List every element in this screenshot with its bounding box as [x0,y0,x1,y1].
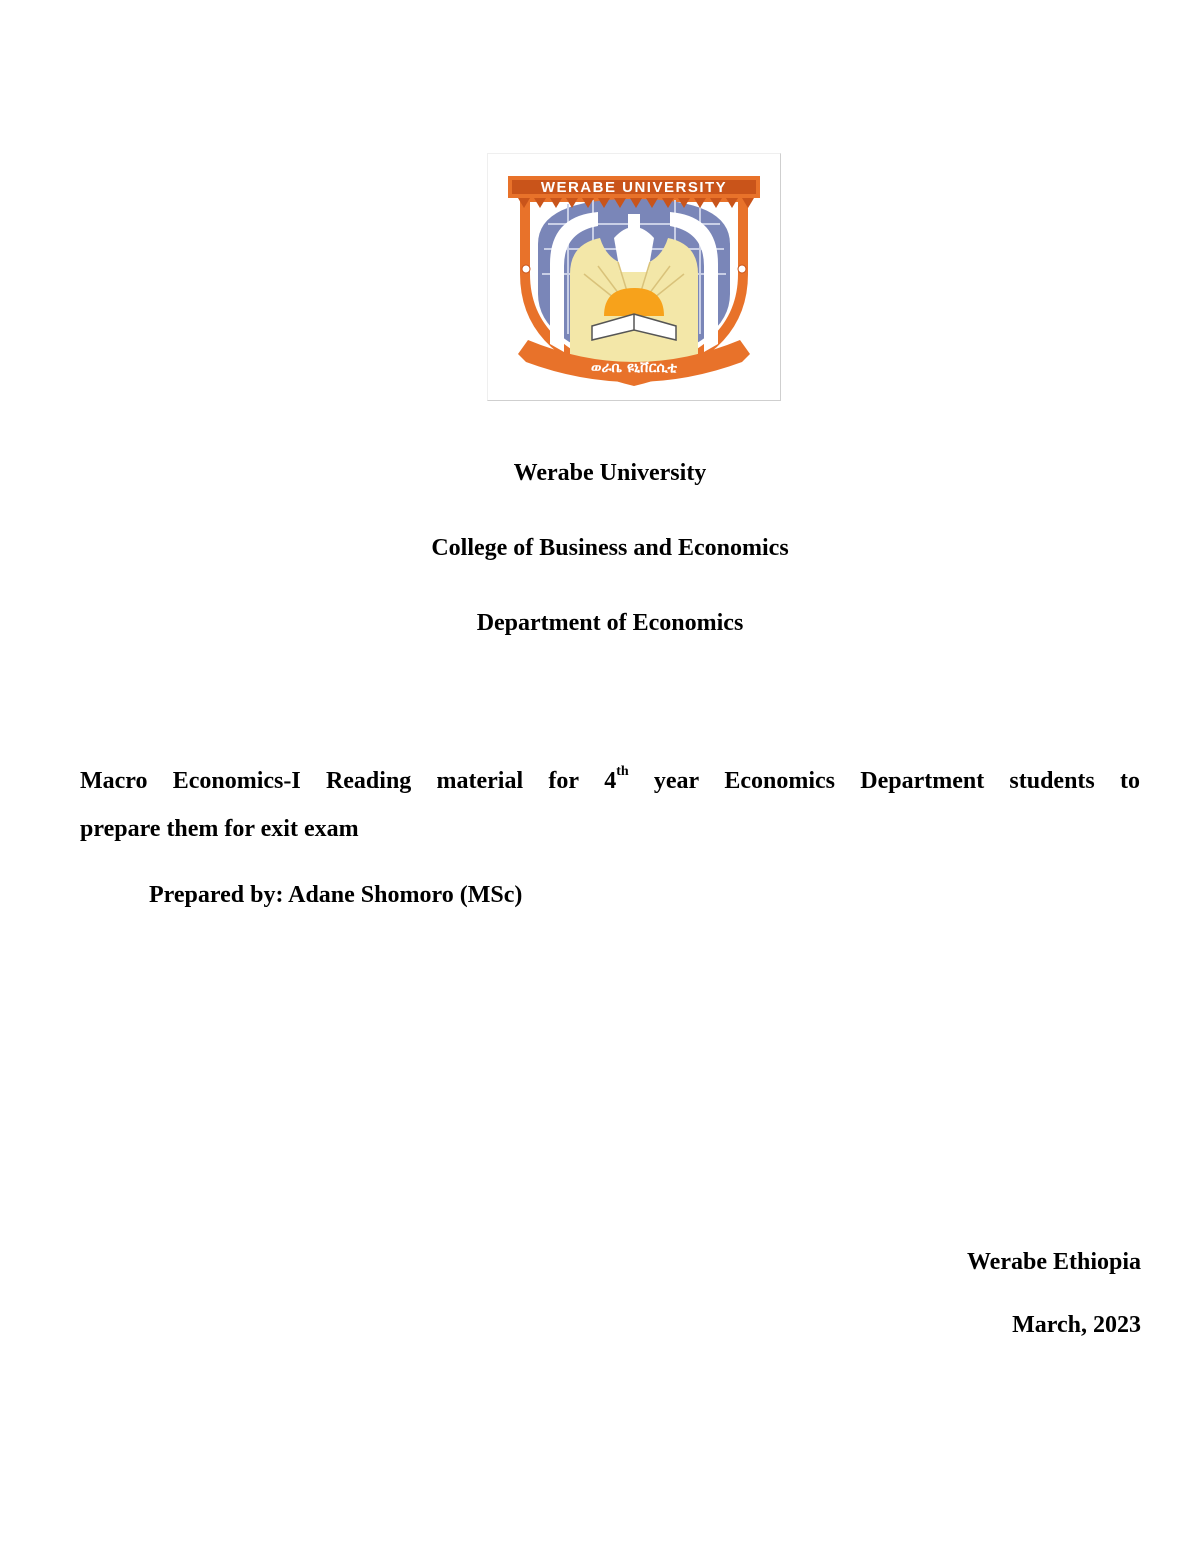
ordinal-number: 4 [604,768,617,794]
logo-banner-text: WERABE UNIVERSITY [540,179,728,196]
logo-emblem [488,154,780,400]
title-line-2 [80,805,1140,842]
university-logo [487,153,781,401]
title-word: Department [860,768,985,794]
ordinal-suffix: th [616,764,629,779]
logo-motto-text: ወራቤ ዩኒቨርሲቲ [591,360,677,376]
college-name: College of Business and Economics [431,535,789,561]
university-name: Werabe University [513,460,707,486]
title-word: material [436,768,524,794]
title-word: Economics [724,768,836,794]
title-word: to [1119,768,1140,794]
title-word: for [548,768,579,794]
title-word: year [653,768,700,794]
document-title [80,757,1140,842]
prepared-by: Prepared by: Adane Shomoro (MSc) [149,882,523,908]
title-line-2-text: prepare them for exit exam [80,816,359,842]
location: Werabe Ethiopia [966,1249,1141,1275]
title-word-ordinal [604,757,628,805]
title-word: Reading [325,768,412,794]
department-name: Department of Economics [476,610,744,636]
title-word: students [1009,768,1095,794]
title-line-1 [80,757,1140,794]
date: March, 2023 [1012,1312,1141,1338]
title-word: Macro [80,768,148,794]
title-word: Economics-I [172,768,301,794]
